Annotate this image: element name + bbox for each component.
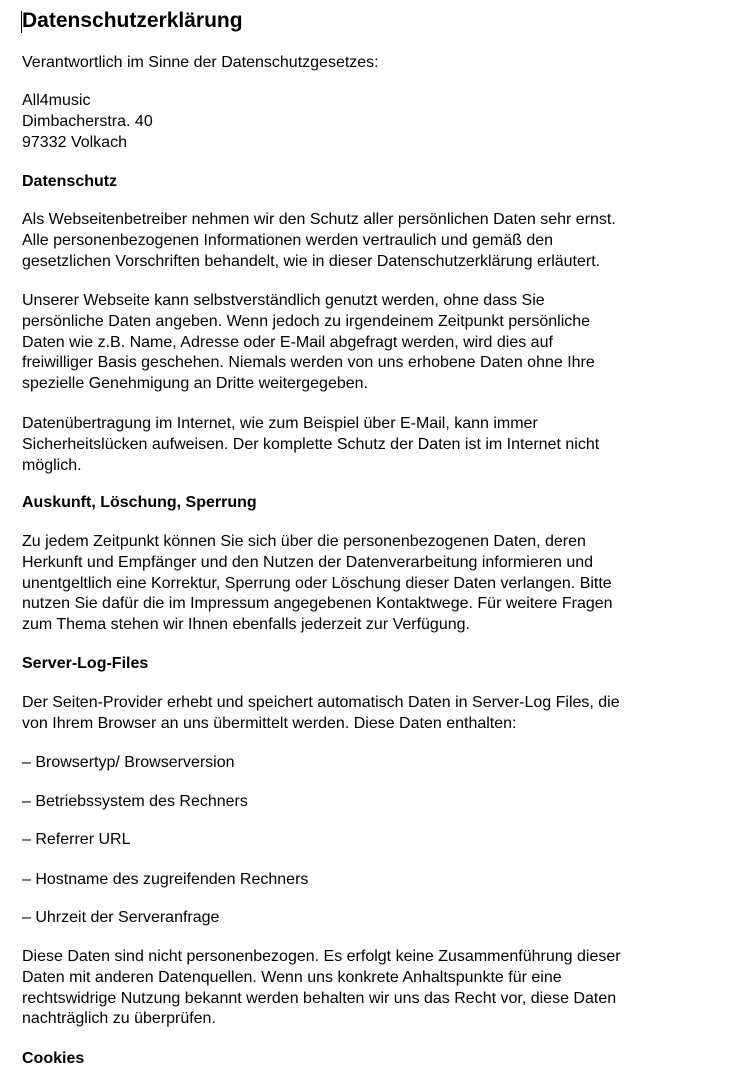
paragraph-datenschutz-1	[22, 210, 722, 272]
paragraph-datenschutz-2	[22, 291, 722, 395]
list-item: – Browsertyp/ Browserversion	[22, 754, 235, 771]
section-heading-auskunft: Auskunft, Löschung, Sperrung	[22, 494, 257, 511]
paragraph-line: Herkunft und Empfänger und den Nutzen der Datenverarbeitung informieren und	[22, 553, 594, 571]
paragraph-auskunft	[22, 532, 722, 636]
paragraph-line: Diese Daten sind nicht personenbezogen. Es erfolgt keine Zusammenführung dieser	[22, 948, 621, 965]
section-heading-cookies: Cookies	[22, 1050, 85, 1067]
section-heading-server-log-files: Server-Log-Files	[22, 655, 149, 672]
list-item: – Referrer URL	[22, 831, 131, 848]
paragraph-line: Zu jedem Zeitpunkt können Sie sich über die personenbezogenen Daten, deren	[22, 533, 586, 550]
address-block	[22, 91, 722, 153]
paragraph-line: rechtswidrige Nutzung bekannt werden behalten wir uns das Recht vor, diese Daten	[22, 989, 617, 1007]
paragraph-line: nutzen Sie dafür die im Impressum angegebenen Kontaktwege. Für weitere Fragen	[22, 595, 613, 613]
paragraph-line: Daten wie z.B. Name, Adresse oder E-Mail abgefragt werden, wird dies auf	[22, 333, 553, 351]
paragraph-server-log-intro	[22, 693, 722, 735]
responsible-intro: Verantwortlich im Sinne der Datenschutzgesetzes:	[22, 54, 379, 71]
section-heading-datenschutz: Datenschutz	[22, 173, 118, 190]
document-title: Datenschutzerklärung	[22, 9, 243, 32]
paragraph-line: von Ihrem Browser an uns übermittelt werden. Diese Daten enthalten:	[22, 714, 517, 732]
paragraph-line: freiwilliger Basis geschehen. Niemals werden von uns erhobene Daten ohne Ihre	[22, 354, 595, 372]
paragraph-line: Der Seiten-Provider erhebt und speichert automatisch Daten in Server-Log Files, die	[22, 694, 620, 711]
paragraph-line: nachträglich zu überprüfen.	[22, 1010, 216, 1028]
paragraph-line: möglich.	[22, 456, 82, 474]
paragraph-server-log-closing	[22, 947, 722, 1030]
paragraph-line: Unserer Webseite kann selbstverständlich genutzt werden, ohne dass Sie	[22, 292, 545, 309]
paragraph-line: Als Webseitenbetreiber nehmen wir den Schutz aller persönlichen Daten sehr ernst.	[22, 211, 616, 228]
paragraph-line: Datenübertragung im Internet, wie zum Beispiel über E-Mail, kann immer	[22, 415, 538, 432]
paragraph-line: Daten mit anderen Datenquellen. Wenn uns konkrete Anhaltspunkte für eine	[22, 968, 562, 986]
address-city: 97332 Volkach	[22, 133, 127, 151]
list-item: – Uhrzeit der Serveranfrage	[22, 909, 220, 926]
address-name: All4music	[22, 92, 91, 109]
paragraph-line: zum Thema stehen wir Ihnen ebenfalls jederzeit zur Verfügung.	[22, 616, 470, 634]
list-item: – Betriebssystem des Rechners	[22, 793, 248, 810]
paragraph-line: gesetzlichen Vorschriften behandelt, wie in dieser Datenschutzerklärung erläutert.	[22, 252, 601, 270]
paragraph-line: Alle personenbezogenen Informationen werden vertraulich und gemäß den	[22, 231, 554, 249]
paragraph-line: persönliche Daten angeben. Wenn jedoch zu irgendeinem Zeitpunkt persönliche	[22, 312, 591, 330]
paragraph-datenschutz-3	[22, 414, 722, 476]
address-street: Dimbacherstra. 40	[22, 112, 153, 130]
paragraph-line: Sicherheitslücken aufweisen. Der komplette Schutz der Daten ist im Internet nicht	[22, 435, 600, 453]
list-item: – Hostname des zugreifenden Rechners	[22, 871, 309, 888]
paragraph-line: unentgeltlich eine Korrektur, Sperrung oder Löschung dieser Daten verlangen. Bitte	[22, 574, 612, 592]
paragraph-line: spezielle Genehmigung an Dritte weitergegeben.	[22, 375, 368, 393]
